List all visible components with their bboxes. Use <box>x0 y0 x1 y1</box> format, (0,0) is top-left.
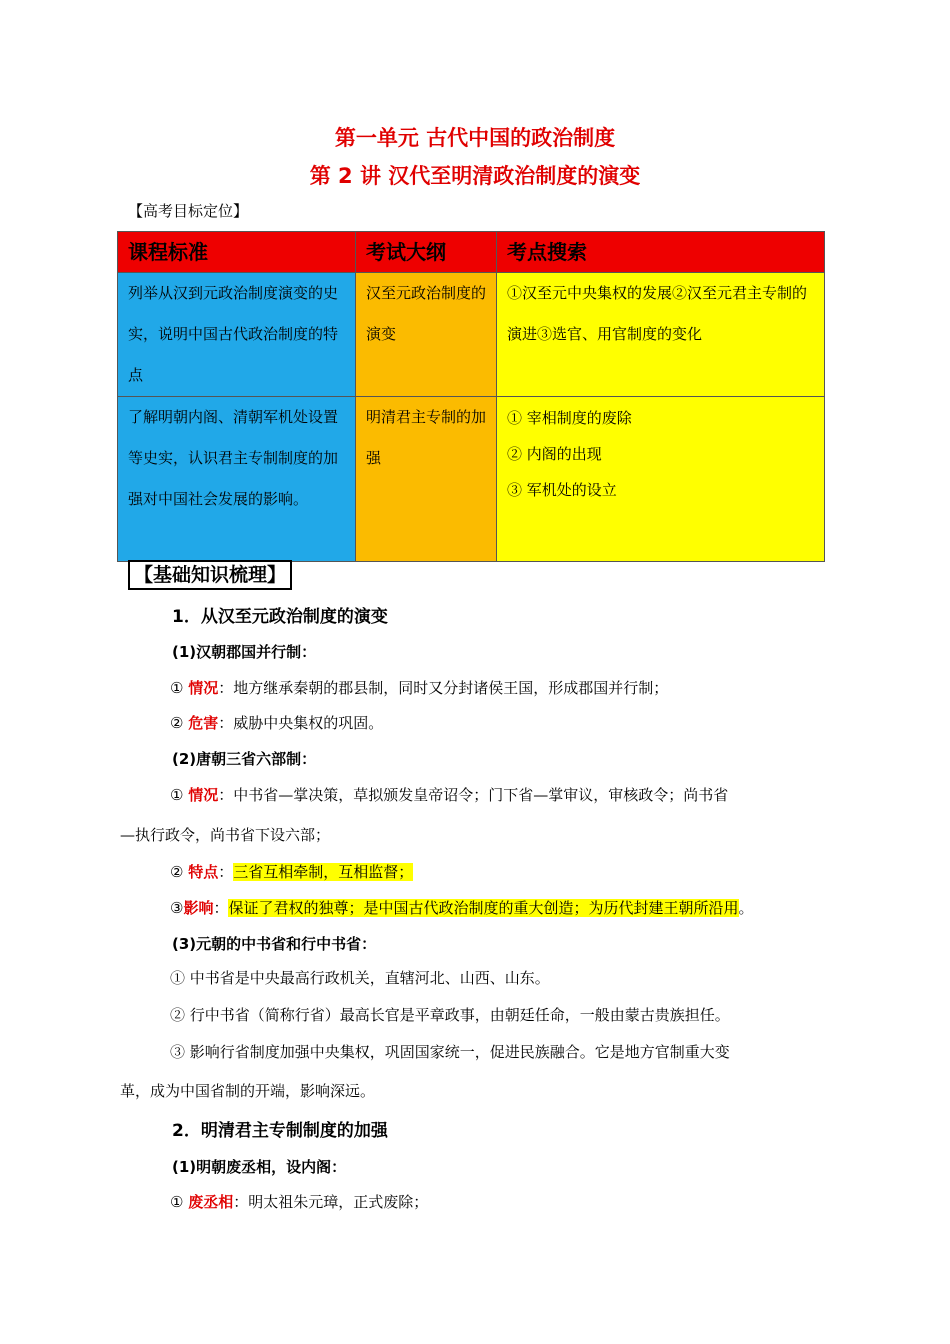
row2-outline: 明清君主专制的加强 <box>356 397 497 562</box>
item-text: ：中书省—掌决策，草拟颁发皇帝诏令；门下省—掌审议，审核政令；尚书省 <box>218 786 729 804</box>
keyword: 特点 <box>188 863 219 881</box>
section-1-heading: 1．从汉至元政治制度的演变 <box>172 607 388 627</box>
item-number: ③ <box>170 899 184 917</box>
tang-item-3 <box>170 897 754 918</box>
table-row <box>118 273 825 397</box>
section-2-heading: 2．明清君主专制制度的加强 <box>172 1121 388 1141</box>
unit-title: 第一单元 古代中国的政治制度 <box>334 126 616 150</box>
colon: ： <box>218 863 234 881</box>
row2-standard: 了解明朝内阁、清朝军机处设置等史实，认识君主专制制度的加强对中国社会发展的影响。 <box>118 397 356 562</box>
colon: ： <box>213 899 229 917</box>
yuan-item-1: ① 中书省是中央最高行政机关，直辖河北、山西、山东。 <box>170 969 550 987</box>
item-number: ① <box>170 786 184 804</box>
keyword: 情况 <box>188 786 219 804</box>
keyword: 废丞相 <box>188 1193 234 1211</box>
item-text: ：明太祖朱元璋，正式废除； <box>233 1193 429 1211</box>
item-text: ：威胁中央集权的巩固。 <box>218 714 384 732</box>
ming-heading: (1)明朝废丞相，设内阁： <box>172 1158 347 1176</box>
han-heading: (1)汉朝郡国并行制： <box>172 643 317 661</box>
row2-points <box>497 397 825 562</box>
row1-points: ①汉至元中央集权的发展②汉至元君主专制的演进③选官、用官制度的变化 <box>497 273 825 397</box>
period: 。 <box>738 899 754 917</box>
yuan-item-2: ② 行中书省（简称行省）最高长官是平章政事，由朝廷任命，一般由蒙古贵族担任。 <box>170 1006 730 1024</box>
tang-item-1-cont: —执行政令，尚书省下设六部； <box>120 826 331 844</box>
row1-standard: 列举从汉到元政治制度演变的史实，说明中国古代政治制度的特点 <box>118 273 356 397</box>
item-number: ② <box>170 714 184 732</box>
keyword: 情况 <box>188 679 219 697</box>
table-row <box>118 397 825 562</box>
goal-label: 【高考目标定位】 <box>128 202 249 220</box>
item-text: ：地方继承秦朝的郡县制，同时又分封诸侯王国，形成郡国并行制； <box>218 679 669 697</box>
header-standard: 课程标准 <box>118 232 356 273</box>
item-number: ① <box>170 679 184 697</box>
row1-outline: 汉至元政治制度的演变 <box>356 273 497 397</box>
curriculum-table <box>117 231 825 562</box>
yuan-heading: (3)元朝的中书省和行中书省： <box>172 935 377 953</box>
item-number: ② <box>170 863 184 881</box>
list-item: ② 内阁的出现 <box>507 445 602 463</box>
item-number: ① <box>170 1193 184 1211</box>
keyword: 影响 <box>183 899 214 917</box>
section-title: 【基础知识梳理】 <box>128 560 292 590</box>
tang-item-2 <box>170 861 413 882</box>
header-points: 考点搜索 <box>497 232 825 273</box>
list-item: ① 宰相制度的废除 <box>507 409 632 427</box>
tang-heading: (2)唐朝三省六部制： <box>172 750 317 768</box>
ming-item-1 <box>170 1191 428 1212</box>
han-item-1 <box>170 677 668 698</box>
han-item-2 <box>170 712 383 733</box>
header-outline: 考试大纲 <box>356 232 497 273</box>
lesson-title: 第 2 讲 汉代至明清政治制度的演变 <box>309 164 641 188</box>
list-item: ③ 军机处的设立 <box>507 481 617 499</box>
tang-item-1 <box>170 784 728 805</box>
highlight-text: 保证了君权的独尊；是中国古代政治制度的重大创造；为历代封建王朝所沿用 <box>228 899 739 917</box>
keyword: 危害 <box>188 714 219 732</box>
table-header-row <box>118 232 825 273</box>
highlight-text: 三省互相牵制，互相监督； <box>233 863 414 881</box>
yuan-item-3: ③ 影响行省制度加强中央集权，巩固国家统一，促进民族融合。它是地方官制重大变 <box>170 1043 730 1061</box>
yuan-item-3-cont: 革，成为中国省制的开端，影响深远。 <box>120 1082 376 1100</box>
